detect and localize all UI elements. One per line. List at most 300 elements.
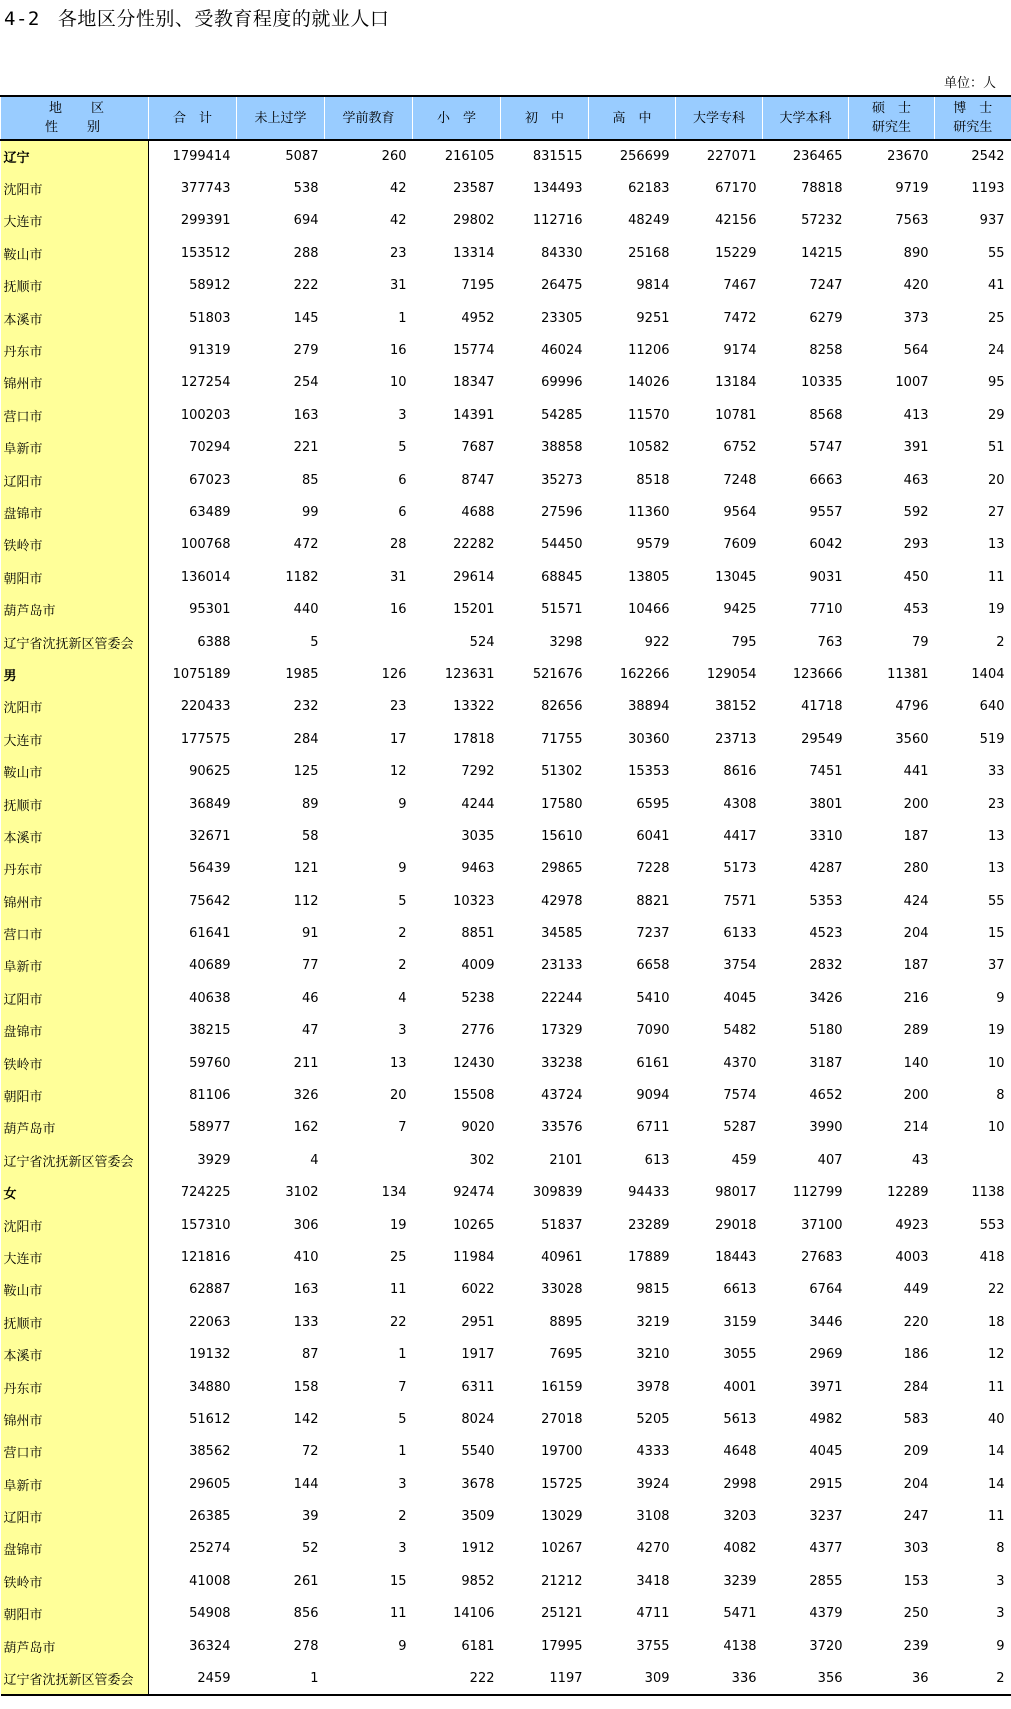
table-cell: 309839: [532, 1185, 583, 1201]
table-cell: 29865: [541, 861, 583, 877]
table-row: [1, 1565, 1011, 1597]
table-cell: 17580: [541, 796, 583, 812]
table-cell: 38152: [715, 699, 757, 715]
table-cell: 7710: [809, 602, 843, 618]
table-cell: 3: [996, 1606, 1005, 1622]
table-cell: 14026: [628, 375, 670, 391]
table-cell: 5747: [809, 440, 843, 456]
table-row: [1, 334, 1011, 366]
table-row: [1, 399, 1011, 431]
table-cell: 519: [979, 731, 1005, 747]
table-cell: 220433: [180, 699, 231, 715]
table-cell: 856: [293, 1606, 319, 1622]
table-cell: 35273: [541, 472, 583, 488]
row-label: 本溪市: [1, 1338, 149, 1370]
table-cell: 6613: [723, 1282, 757, 1298]
table-cell: 3187: [809, 1055, 843, 1071]
table-cell: 6311: [461, 1379, 495, 1395]
table-cell: 52: [301, 1541, 319, 1557]
table-cell: 15725: [541, 1476, 583, 1492]
table-cell: 6658: [636, 958, 670, 974]
table-cell: 26475: [541, 278, 583, 294]
table-cell: 15508: [453, 1088, 495, 1104]
table-cell: 8851: [461, 926, 495, 942]
page-title: [4, 4, 389, 31]
table-cell: 256699: [619, 149, 670, 165]
table-cell: 3720: [809, 1638, 843, 1654]
table-cell: 47: [301, 1023, 319, 1039]
header-col-bachelor: 大学本科: [763, 96, 849, 140]
table-cell: 121816: [180, 1249, 231, 1265]
table-cell: 564: [903, 343, 929, 359]
table-cell: 6752: [723, 440, 757, 456]
table-cell: 20: [987, 472, 1005, 488]
table-cell: 121: [293, 861, 319, 877]
row-label: 盘锦市: [1, 1015, 149, 1047]
table-cell: 9852: [461, 1573, 495, 1589]
table-cell: 4287: [809, 861, 843, 877]
table-cell: 36849: [189, 796, 231, 812]
table-cell: 40: [987, 1411, 1005, 1427]
table-cell: 162: [293, 1120, 319, 1136]
table-cell: 142: [293, 1411, 319, 1427]
table-cell: 2832: [809, 958, 843, 974]
row-label: 女: [1, 1177, 149, 1209]
table-cell: 1404: [971, 666, 1005, 682]
row-label: 辽宁省沈抚新区管委会: [1, 626, 149, 658]
table-row: [1, 302, 1011, 334]
table-cell: 221: [293, 440, 319, 456]
table-cell: 4648: [723, 1444, 757, 1460]
table-cell: 4688: [461, 504, 495, 520]
table-cell: 153512: [180, 245, 231, 261]
table-cell: 1917: [461, 1347, 495, 1363]
table-cell: [935, 1144, 1011, 1176]
table-cell: 12: [389, 764, 407, 780]
table-cell: 222: [413, 1662, 501, 1694]
table-cell: 3: [398, 1023, 407, 1039]
table-row: [1, 561, 1011, 593]
table-cell: 79: [911, 634, 929, 650]
table-cell: 3801: [809, 796, 843, 812]
table-cell: 4370: [723, 1055, 757, 1071]
table-cell: 450: [903, 569, 929, 585]
table-cell: 34585: [541, 926, 583, 942]
table-cell: 326: [293, 1088, 319, 1104]
table-cell: 10323: [453, 893, 495, 909]
table-cell: 125: [293, 764, 319, 780]
table-cell: 57232: [801, 213, 843, 229]
table-cell: 204: [903, 1476, 929, 1492]
table-cell: 11570: [628, 407, 670, 423]
table-cell: 6595: [636, 796, 670, 812]
table-cell: 78818: [801, 181, 843, 197]
table-cell: 56439: [189, 861, 231, 877]
table-cell: 11: [987, 1379, 1005, 1395]
row-label: 大连市: [1, 1241, 149, 1273]
table-cell: 31: [389, 569, 407, 585]
table-cell: 583: [903, 1411, 929, 1427]
table-cell: 14215: [801, 245, 843, 261]
table-cell: 145: [293, 310, 319, 326]
table-row: [1, 464, 1011, 496]
table-row: [1, 1306, 1011, 1338]
table-cell: 306: [293, 1217, 319, 1233]
table-cell: 5410: [636, 990, 670, 1006]
table-cell: 11206: [628, 343, 670, 359]
table-cell: 43724: [541, 1088, 583, 1104]
table-cell: 13: [389, 1055, 407, 1071]
header-col-master: 硕 士 研究生: [849, 96, 935, 140]
table-row: [1, 237, 1011, 269]
table-cell: 112716: [532, 213, 583, 229]
table-cell: 453: [903, 602, 929, 618]
table-cell: 2969: [809, 1347, 843, 1363]
table-cell: 424: [903, 893, 929, 909]
table-cell: 40961: [541, 1249, 583, 1265]
table-cell: 420: [903, 278, 929, 294]
table-cell: 6711: [636, 1120, 670, 1136]
table-cell: 54285: [541, 407, 583, 423]
table-row: [1, 917, 1011, 949]
table-row: [1, 1630, 1011, 1662]
table-cell: 10265: [453, 1217, 495, 1233]
table-cell: 8518: [636, 472, 670, 488]
row-label: 辽阳市: [1, 464, 149, 496]
header-col-primary: 小 学: [413, 96, 501, 140]
table-cell: 336: [676, 1662, 763, 1694]
table-cell: 6764: [809, 1282, 843, 1298]
row-label: 锦州市: [1, 885, 149, 917]
table-cell: 592: [903, 504, 929, 520]
table-row: [1, 1338, 1011, 1370]
table-cell: 9425: [723, 602, 757, 618]
row-label: 鞍山市: [1, 237, 149, 269]
table-cell: 2855: [809, 1573, 843, 1589]
table-row: [1, 140, 1011, 172]
table-cell: 62183: [628, 181, 670, 197]
table-row: [1, 1209, 1011, 1241]
row-label: 抚顺市: [1, 788, 149, 820]
table-cell: 17818: [453, 731, 495, 747]
table-cell: 14: [987, 1476, 1005, 1492]
table-cell: 4009: [461, 958, 495, 974]
table-row: [1, 1241, 1011, 1273]
table-cell: 14: [987, 1444, 1005, 1460]
table-cell: 2459: [149, 1662, 237, 1694]
table-cell: 32671: [189, 828, 231, 844]
table-cell: 38894: [628, 699, 670, 715]
table-row: [1, 950, 1011, 982]
table-cell: 63489: [189, 504, 231, 520]
table-cell: 937: [979, 213, 1005, 229]
table-cell: 7563: [895, 213, 929, 229]
table-cell: 54450: [541, 537, 583, 553]
table-cell: 46: [301, 990, 319, 1006]
table-cell: 3426: [809, 990, 843, 1006]
table-cell: 410: [293, 1249, 319, 1265]
table-cell: 16159: [541, 1379, 583, 1395]
table-cell: 51571: [541, 602, 583, 618]
table-cell: 15: [987, 926, 1005, 942]
table-cell: 5471: [723, 1606, 757, 1622]
table-cell: 4: [310, 1152, 319, 1168]
table-cell: 3509: [461, 1509, 495, 1525]
table-cell: 33576: [541, 1120, 583, 1136]
table-cell: 3210: [636, 1347, 670, 1363]
table-cell: 158: [293, 1379, 319, 1395]
table-cell: 1075189: [172, 666, 231, 682]
table-cell: 98017: [715, 1185, 757, 1201]
table-cell: 43: [911, 1152, 929, 1168]
table-cell: 7574: [723, 1088, 757, 1104]
table-cell: 1: [398, 1444, 407, 1460]
table-cell: 922: [644, 634, 670, 650]
row-label: 朝阳市: [1, 561, 149, 593]
table-cell: 42: [389, 181, 407, 197]
row-label: 铁岭市: [1, 529, 149, 561]
table-cell: 187: [903, 958, 929, 974]
table-cell: 2: [398, 958, 407, 974]
table-cell: 23305: [541, 310, 583, 326]
row-label: 大连市: [1, 205, 149, 237]
table-cell: 6041: [636, 828, 670, 844]
table-cell: 72: [301, 1444, 319, 1460]
row-label: 辽宁: [1, 140, 149, 172]
table-cell: 13184: [715, 375, 757, 391]
table-cell: 7: [398, 1120, 407, 1136]
table-cell: 299391: [180, 213, 231, 229]
table-cell: 449: [903, 1282, 929, 1298]
table-row: [1, 1144, 1011, 1176]
table-cell: 2: [935, 1662, 1011, 1694]
table-row: [1, 626, 1011, 658]
table-cell: 280: [903, 861, 929, 877]
table-cell: 6: [398, 472, 407, 488]
table-cell: 1193: [971, 181, 1005, 197]
table-cell: 1: [237, 1662, 325, 1694]
row-label: 营口市: [1, 1436, 149, 1468]
table-cell: 7090: [636, 1023, 670, 1039]
table-cell: 3035: [461, 828, 495, 844]
table-cell: 10: [389, 375, 407, 391]
table-cell: 11: [389, 1282, 407, 1298]
table-cell: 126: [381, 666, 407, 682]
table-cell: 4244: [461, 796, 495, 812]
table-cell: 10: [987, 1120, 1005, 1136]
table-cell: 3055: [723, 1347, 757, 1363]
table-row: [1, 820, 1011, 852]
table-cell: 2915: [809, 1476, 843, 1492]
table-cell: 112: [293, 893, 319, 909]
table-cell: 5482: [723, 1023, 757, 1039]
table-cell: 22244: [541, 990, 583, 1006]
row-label: 抚顺市: [1, 1306, 149, 1338]
table-cell: 3978: [636, 1379, 670, 1395]
header-col-college: 大学专科: [676, 96, 763, 140]
table-row: [1, 1662, 1011, 1694]
table-cell: 13805: [628, 569, 670, 585]
table-cell: 123666: [792, 666, 843, 682]
table-cell: 7195: [461, 278, 495, 294]
row-label: 抚顺市: [1, 270, 149, 302]
table-cell: 177575: [180, 731, 231, 747]
table-cell: 7: [398, 1379, 407, 1395]
row-label: 大连市: [1, 723, 149, 755]
table-cell: 9251: [636, 310, 670, 326]
row-label: 辽阳市: [1, 1500, 149, 1532]
table-cell: 27683: [801, 1249, 843, 1265]
table-cell: 17329: [541, 1023, 583, 1039]
table-cell: 2951: [461, 1314, 495, 1330]
table-cell: 7228: [636, 861, 670, 877]
table-cell: 100768: [180, 537, 231, 553]
table-cell: 236465: [792, 149, 843, 165]
table-cell: 11984: [453, 1249, 495, 1265]
table-cell: 29605: [189, 1476, 231, 1492]
table-header: [1, 96, 1011, 140]
table-cell: 81106: [189, 1088, 231, 1104]
table-cell: 9557: [809, 504, 843, 520]
table-cell: 23133: [541, 958, 583, 974]
table-cell: 58977: [189, 1120, 231, 1136]
table-cell: 9174: [723, 343, 757, 359]
table-cell: 17: [389, 731, 407, 747]
table-cell: 4652: [809, 1088, 843, 1104]
table-cell: 222: [293, 278, 319, 294]
table-row: [1, 1598, 1011, 1630]
table-cell: 31: [389, 278, 407, 294]
table-cell: 25168: [628, 245, 670, 261]
table-cell: 9020: [461, 1120, 495, 1136]
table-cell: 6042: [809, 537, 843, 553]
row-label: 本溪市: [1, 820, 149, 852]
table-cell: 3: [996, 1573, 1005, 1589]
table-cell: 153: [903, 1573, 929, 1589]
table-cell: 40638: [189, 990, 231, 1006]
table-cell: 5287: [723, 1120, 757, 1136]
table-number: 4-2: [4, 8, 40, 30]
table-cell: 134493: [532, 181, 583, 197]
table-cell: 10466: [628, 602, 670, 618]
table-cell: 5205: [636, 1411, 670, 1427]
table-cell: 129054: [706, 666, 757, 682]
table-cell: 3755: [636, 1638, 670, 1654]
row-label: 盘锦市: [1, 1533, 149, 1565]
row-label: 男: [1, 658, 149, 690]
table-cell: 91319: [189, 343, 231, 359]
table-cell: 6133: [723, 926, 757, 942]
row-label: 朝阳市: [1, 1598, 149, 1630]
table-cell: 1985: [285, 666, 319, 682]
table-cell: 694: [293, 213, 319, 229]
table-cell: 5613: [723, 1411, 757, 1427]
table-cell: 91: [301, 926, 319, 942]
table-cell: 33028: [541, 1282, 583, 1298]
table-cell: 4923: [895, 1217, 929, 1233]
table-row: [1, 1274, 1011, 1306]
table-cell: 8024: [461, 1411, 495, 1427]
table-cell: 37100: [801, 1217, 843, 1233]
table-cell: 15201: [453, 602, 495, 618]
table-cell: 418: [979, 1249, 1005, 1265]
table-cell: 293: [903, 537, 929, 553]
table-cell: 58912: [189, 278, 231, 294]
table-cell: 440: [293, 602, 319, 618]
table-row: [1, 788, 1011, 820]
table-cell: 17889: [628, 1249, 670, 1265]
table-row: [1, 982, 1011, 1014]
table-cell: 211: [293, 1055, 319, 1071]
table-cell: 220: [903, 1314, 929, 1330]
table-cell: 15610: [541, 828, 583, 844]
table-cell: 9: [996, 1638, 1005, 1654]
table-cell: 68845: [541, 569, 583, 585]
table-cell: 9: [996, 990, 1005, 1006]
table-cell: 77: [301, 958, 319, 974]
table-cell: 51612: [189, 1411, 231, 1427]
table-cell: [325, 1144, 413, 1176]
row-label: 营口市: [1, 399, 149, 431]
table-cell: 18: [987, 1314, 1005, 1330]
table-cell: 54908: [189, 1606, 231, 1622]
table-row: [1, 755, 1011, 787]
table-cell: 30360: [628, 731, 670, 747]
table-cell: 7571: [723, 893, 757, 909]
table-cell: 463: [903, 472, 929, 488]
table-cell: 19: [987, 1023, 1005, 1039]
table-cell: 3929: [197, 1152, 231, 1168]
table-cell: 9463: [461, 861, 495, 877]
table-cell: 15353: [628, 764, 670, 780]
table-cell: 69996: [541, 375, 583, 391]
table-cell: 12: [987, 1347, 1005, 1363]
table-cell: 3418: [636, 1573, 670, 1589]
table-row: [1, 691, 1011, 723]
table-cell: 7292: [461, 764, 495, 780]
table-cell: 84330: [541, 245, 583, 261]
table-cell: 7467: [723, 278, 757, 294]
table-row: [1, 1079, 1011, 1111]
table-cell: 8568: [809, 407, 843, 423]
table-cell: 640: [979, 699, 1005, 715]
table-cell: 1197: [501, 1662, 589, 1694]
table-cell: 4982: [809, 1411, 843, 1427]
table-cell: 41: [987, 278, 1005, 294]
table-cell: 261: [293, 1573, 319, 1589]
table-cell: 8747: [461, 472, 495, 488]
table-cell: 58: [301, 828, 319, 844]
row-label: 沈阳市: [1, 172, 149, 204]
table-row: [1, 529, 1011, 561]
row-label: 盘锦市: [1, 496, 149, 528]
table-cell: 200: [903, 796, 929, 812]
table-cell: 134: [381, 1185, 407, 1201]
table-cell: 302: [469, 1152, 495, 1168]
table-cell: 13045: [715, 569, 757, 585]
row-label: 铁岭市: [1, 1047, 149, 1079]
table-row: [1, 723, 1011, 755]
table-cell: 613: [644, 1152, 670, 1168]
table-cell: 3310: [809, 828, 843, 844]
table-cell: 13029: [541, 1509, 583, 1525]
table-row: [1, 853, 1011, 885]
row-label: 鞍山市: [1, 1274, 149, 1306]
table-cell: 13322: [453, 699, 495, 715]
table-row: [1, 1047, 1011, 1079]
table-cell: 1: [398, 310, 407, 326]
table-cell: 8895: [549, 1314, 583, 1330]
